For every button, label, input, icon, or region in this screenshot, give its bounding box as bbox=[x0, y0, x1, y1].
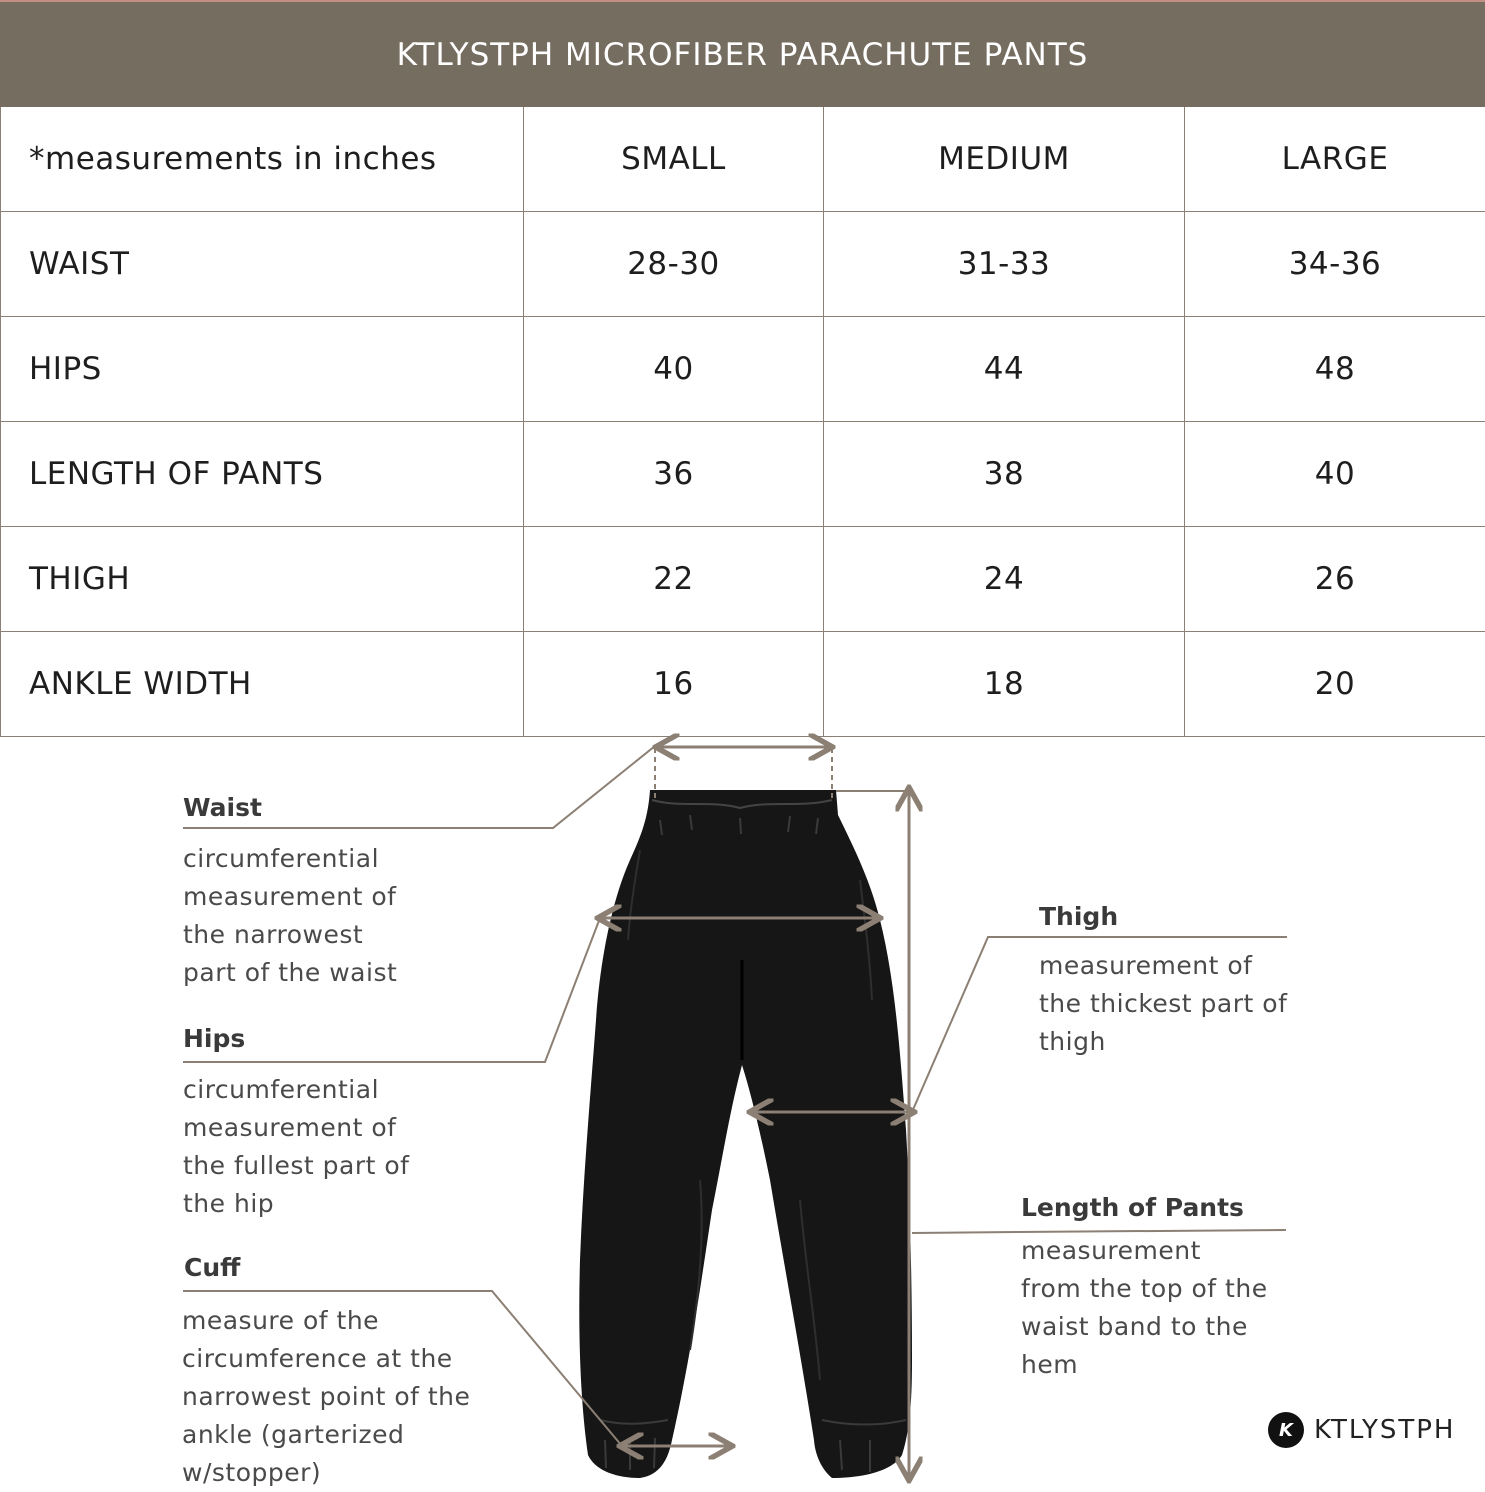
waist-desc-line: part of the waist bbox=[183, 954, 397, 992]
length-desc-line: from the top of the bbox=[1021, 1270, 1268, 1308]
cell-large: 48 bbox=[1185, 317, 1485, 422]
cell-large: 20 bbox=[1185, 632, 1485, 737]
page-title: KTLYSTPH MICROFIBER PARACHUTE PANTS bbox=[397, 37, 1089, 73]
cell-small: 28-30 bbox=[524, 212, 824, 317]
pants-illustration bbox=[579, 790, 912, 1478]
cuff-desc-line: w/stopper) bbox=[182, 1454, 470, 1492]
column-header-medium: MEDIUM bbox=[824, 107, 1185, 212]
cuff-annotation bbox=[182, 1253, 470, 1492]
hips-desc-line: the fullest part of bbox=[183, 1147, 409, 1185]
length-title: Length of Pants bbox=[1021, 1193, 1268, 1222]
units-note: *measurements in inches bbox=[1, 107, 524, 212]
cell-small: 22 bbox=[524, 527, 824, 632]
cell-small: 16 bbox=[524, 632, 824, 737]
thigh-desc-line: measurement of bbox=[1039, 947, 1287, 985]
cell-large: 26 bbox=[1185, 527, 1485, 632]
hips-annotation bbox=[183, 1024, 409, 1223]
hips-desc-line: measurement of bbox=[183, 1109, 409, 1147]
brand-logo bbox=[1268, 1412, 1455, 1448]
thigh-annotation bbox=[1039, 902, 1287, 1061]
length-desc-line: measurement bbox=[1021, 1232, 1268, 1270]
cuff-desc-line: ankle (garterized bbox=[182, 1416, 470, 1454]
length-annotation bbox=[1021, 1193, 1268, 1384]
hips-title: Hips bbox=[183, 1024, 409, 1053]
row-label: LENGTH OF PANTS bbox=[1, 422, 524, 527]
brand-mark-letter: K bbox=[1279, 1420, 1293, 1441]
cell-medium: 38 bbox=[824, 422, 1185, 527]
length-desc-line: hem bbox=[1021, 1346, 1268, 1384]
cell-large: 34-36 bbox=[1185, 212, 1485, 317]
column-header-large: LARGE bbox=[1185, 107, 1485, 212]
cuff-desc-line: circumference at the bbox=[182, 1340, 470, 1378]
brand-mark-icon bbox=[1268, 1412, 1304, 1448]
hips-desc-line: the hip bbox=[183, 1185, 409, 1223]
row-label: WAIST bbox=[1, 212, 524, 317]
cell-small: 36 bbox=[524, 422, 824, 527]
length-desc-line: waist band to the bbox=[1021, 1308, 1268, 1346]
cell-medium: 44 bbox=[824, 317, 1185, 422]
cell-medium: 31-33 bbox=[824, 212, 1185, 317]
waist-title: Waist bbox=[183, 793, 397, 822]
cell-medium: 18 bbox=[824, 632, 1185, 737]
cuff-desc-line: narrowest point of the bbox=[182, 1378, 470, 1416]
hips-desc-line: circumferential bbox=[183, 1071, 409, 1109]
waist-desc-line: the narrowest bbox=[183, 916, 397, 954]
row-label: HIPS bbox=[1, 317, 524, 422]
brand-name: KTLYSTPH bbox=[1314, 1415, 1455, 1445]
cuff-title: Cuff bbox=[184, 1253, 470, 1282]
row-label: ANKLE WIDTH bbox=[1, 632, 524, 737]
cuff-desc-line: measure of the bbox=[182, 1302, 470, 1340]
thigh-desc-line: the thickest part of bbox=[1039, 985, 1287, 1023]
cell-large: 40 bbox=[1185, 422, 1485, 527]
cell-small: 40 bbox=[524, 317, 824, 422]
waist-desc-line: measurement of bbox=[183, 878, 397, 916]
waist-desc-line: circumferential bbox=[183, 840, 397, 878]
thigh-title: Thigh bbox=[1039, 902, 1287, 931]
waist-annotation bbox=[183, 793, 397, 992]
row-label: THIGH bbox=[1, 527, 524, 632]
column-header-small: SMALL bbox=[524, 107, 824, 212]
thigh-desc-line: thigh bbox=[1039, 1023, 1287, 1061]
cell-medium: 24 bbox=[824, 527, 1185, 632]
